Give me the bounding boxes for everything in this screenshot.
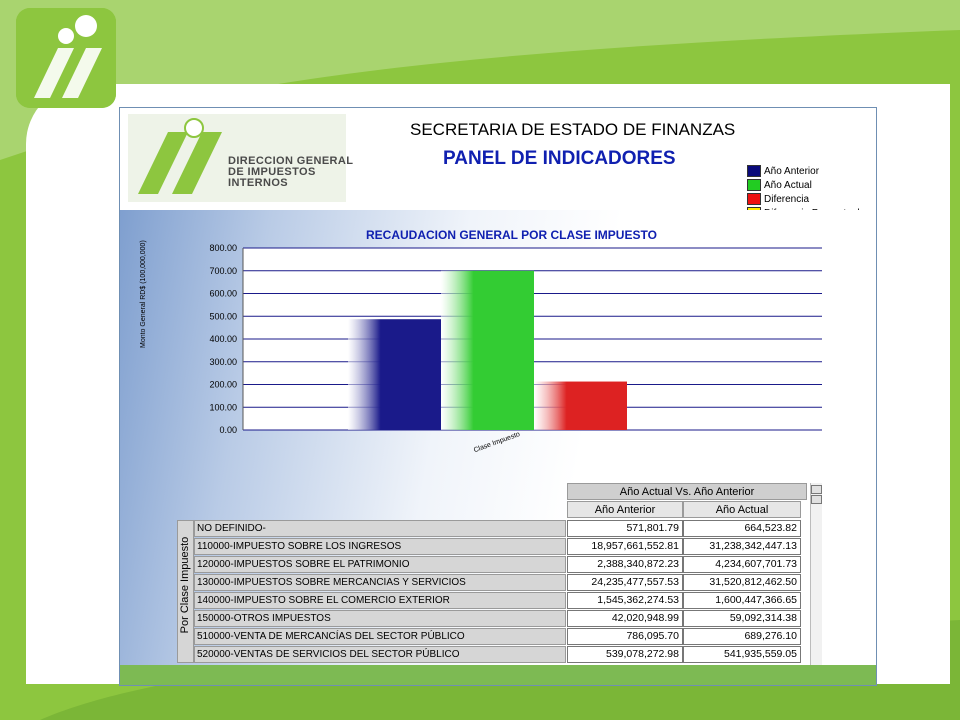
- table-cell-anterior: 571,801.79: [567, 520, 683, 537]
- table-row-label[interactable]: 130000-IMPUESTOS SOBRE MERCANCIAS Y SERVICIOS: [194, 574, 566, 591]
- dashboard-panel: [119, 107, 877, 686]
- y-tick-label: 600.00: [209, 288, 237, 299]
- table-row-label[interactable]: 110000-IMPUESTO SOBRE LOS INGRESOS: [194, 538, 566, 555]
- y-tick-label: 400.00: [209, 334, 237, 344]
- page-title: SECRETARIA DE ESTADO DE FINANZAS: [410, 120, 736, 139]
- table-row-label[interactable]: NO DEFINIDO-: [194, 520, 566, 537]
- table-cell-anterior: 42,020,948.99: [567, 610, 683, 627]
- y-tick-label: 200.00: [209, 379, 237, 390]
- table-cell-actual: 4,234,607,701.73: [683, 556, 801, 573]
- table-cell-actual: 541,935,559.05: [683, 646, 801, 663]
- y-tick-label: 0.00: [219, 425, 237, 435]
- table-cell-actual: 664,523.82: [683, 520, 801, 537]
- table-row-label[interactable]: 510000-VENTA DE MERCANCÍAS DEL SECTOR PÚBLICO: [194, 628, 566, 645]
- table-cell-anterior: 1,545,362,274.53: [567, 592, 683, 609]
- table-cell-anterior: 24,235,477,557.53: [567, 574, 683, 591]
- table-cell-anterior: 539,078,272.98: [567, 646, 683, 663]
- table-row-label[interactable]: 120000-IMPUESTOS SOBRE EL PATRIMONIO: [194, 556, 566, 573]
- table-cell-anterior: 18,957,661,552.81: [567, 538, 683, 555]
- row-axis-label: Por Clase Impuesto: [179, 536, 191, 634]
- scroll-first-icon[interactable]: [811, 485, 822, 494]
- bar-chart: [120, 108, 876, 468]
- row-axis-header: [177, 520, 194, 663]
- panel-footer-bar: [120, 665, 876, 685]
- logo-text-line: DE IMPUESTOS: [228, 166, 316, 178]
- y-tick-label: 500.00: [209, 311, 237, 322]
- y-tick-label: 300.00: [209, 356, 237, 367]
- dgii-logo-large: [16, 8, 116, 108]
- table-cell-anterior: 2,388,340,872.23: [567, 556, 683, 573]
- x-category-label: Clase Impuesto: [472, 430, 522, 455]
- table-row-label[interactable]: 140000-IMPUESTO SOBRE EL COMERCIO EXTERIOR: [194, 592, 566, 609]
- legend-label: Año Actual: [764, 179, 812, 191]
- table-cell-actual: 31,238,342,447.13: [683, 538, 801, 555]
- chart-title: RECAUDACION GENERAL POR CLASE IMPUESTO: [366, 228, 657, 242]
- legend-label: Año Anterior: [764, 165, 820, 177]
- logo-text-line: DIRECCION GENERAL: [228, 155, 354, 167]
- table-cell-actual: 1,600,447,366.65: [683, 592, 801, 609]
- table-row-label[interactable]: 150000-OTROS IMPUESTOS: [194, 610, 566, 627]
- chart-y-axis-label: Monto General RD$ (100,000,000): [140, 240, 147, 348]
- table-cell-actual: 31,520,812,462.50: [683, 574, 801, 591]
- logo-text-line: INTERNOS: [228, 177, 289, 189]
- y-tick-label: 800.00: [209, 243, 237, 253]
- bar-diferencia[interactable]: [534, 382, 627, 430]
- y-tick-label: 700.00: [209, 265, 237, 276]
- table-scrollbar[interactable]: [810, 483, 822, 683]
- table-group-header: Año Actual Vs. Año Anterior: [567, 483, 807, 500]
- y-tick-label: 100.00: [209, 402, 237, 413]
- scroll-up-icon[interactable]: [811, 495, 822, 504]
- table-row-label[interactable]: 520000-VENTAS DE SERVICIOS DEL SECTOR PÚBLICO: [194, 646, 566, 663]
- page-subtitle: PANEL DE INDICADORES: [443, 148, 676, 169]
- legend-label: Diferencia: [764, 193, 810, 205]
- table-cell-anterior: 786,095.70: [567, 628, 683, 645]
- table-cell-actual: 59,092,314.38: [683, 610, 801, 627]
- column-header-anterior[interactable]: Año Anterior: [567, 501, 683, 518]
- bar-ano-actual[interactable]: [441, 271, 534, 430]
- bar-ano-anterior[interactable]: [348, 319, 441, 430]
- table-cell-actual: 689,276.10: [683, 628, 801, 645]
- column-header-actual[interactable]: Año Actual: [683, 501, 801, 518]
- dgii-logo-mark-icon: [16, 8, 116, 108]
